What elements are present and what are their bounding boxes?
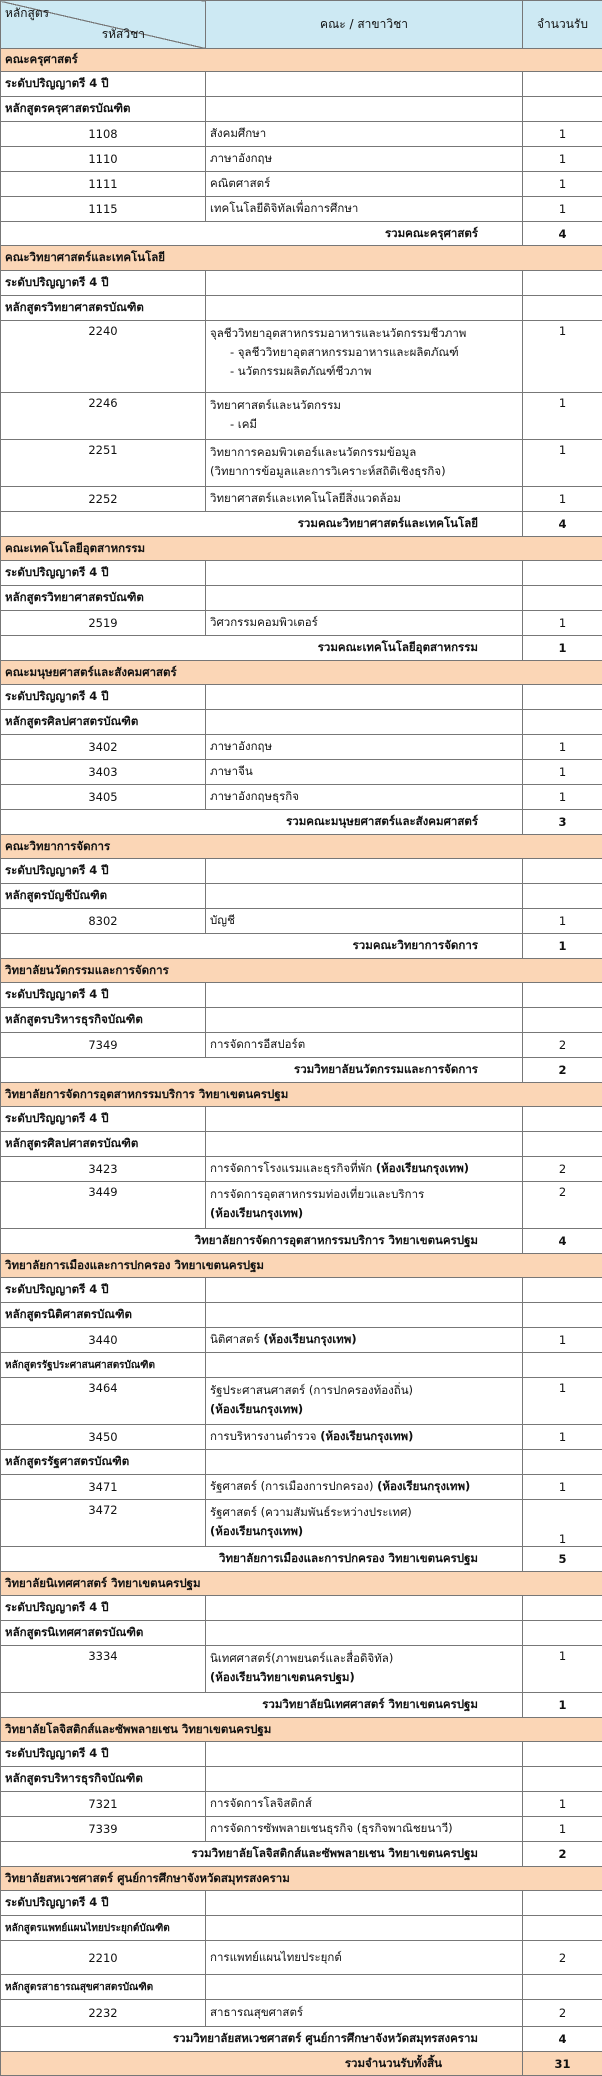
table-row: 3403 ภาษาจีน 1 xyxy=(1,760,602,785)
program-row: หลักสูตรบัญชีบัณฑิต xyxy=(1,884,602,909)
faculty-row: คณะวิทยาการจัดการ xyxy=(1,835,602,859)
table-row: 2240 จุลชีววิทยาอุตสาหกรรมอาหารและนวัตกรรมชีวภาพ - จุลชีววิทยาอุตสาหกรรมอาหารและผลิตภัณฑ์ - นวัตกรรมผลิตภัณฑ์ชีวภาพ 1 xyxy=(1,321,602,393)
table-row: 2519 วิศวกรรมคอมพิวเตอร์ 1 xyxy=(1,611,602,636)
table-header xyxy=(1,1,602,49)
total-row: รวมคณะวิทยาการจัดการ 1 xyxy=(1,934,602,959)
total-row: รวมคณะมนุษยศาสตร์และสังคมศาสตร์ 3 xyxy=(1,810,602,835)
table-row: 3405 ภาษาอังกฤษธุรกิจ 1 xyxy=(1,785,602,810)
program-row: หลักสูตรครุศาสตรบัณฑิต xyxy=(1,97,602,122)
faculty-row: วิทยาลัยโลจิสติกส์และซัพพลายเชน วิทยาเขตนครปฐม xyxy=(1,1718,602,1742)
level-row: ระดับปริญญาตรี 4 ปี xyxy=(1,685,602,710)
level-row: ระดับปริญญาตรี 4 ปี xyxy=(1,1742,602,1767)
program-row: หลักสูตรวิทยาศาสตรบัณฑิต xyxy=(1,586,602,611)
table-row: 2251 วิทยาการคอมพิวเตอร์และนวัตกรรมข้อมูล (วิทยาการข้อมูลและการวิเคราะห์สถิติเชิงธุรกิจ) 1 xyxy=(1,440,602,487)
table-row: 7339 การจัดการซัพพลายเชนธุรกิจ (ธุรกิจพาณิชยนาวี) 1 xyxy=(1,1817,602,1842)
level-row: ระดับปริญญาตรี 4 ปี xyxy=(1,983,602,1008)
table-row: 3440 นิติศาสตร์ (ห้องเรียนกรุงเทพ) 1 xyxy=(1,1328,602,1353)
program-row: หลักสูตรรัฐประศาสนศาสตรบัณฑิต xyxy=(1,1353,602,1378)
table-row: 3334 นิเทศศาสตร์(ภาพยนตร์และสื่อดิจิทัล) (ห้องเรียนวิทยาเขตนครปฐม) 1 xyxy=(1,1646,602,1693)
header-quota: จำนวนรับ xyxy=(523,1,602,49)
level-row: ระดับปริญญาตรี 4 ปี xyxy=(1,561,602,586)
program-row: หลักสูตรศิลปศาสตรบัณฑิต xyxy=(1,710,602,735)
level-row: ระดับปริญญาตรี 4 ปี xyxy=(1,271,602,296)
total-row: รวมคณะครุศาสตร์ 4 xyxy=(1,222,602,246)
total-row: รวมวิทยาลัยนิเทศศาสตร์ วิทยาเขตนครปฐม 1 xyxy=(1,1693,602,1718)
total-row: รวมคณะวิทยาศาสตร์และเทคโนโลยี 4 xyxy=(1,512,602,537)
level-row: ระดับปริญญาตรี 4 ปี xyxy=(1,72,602,97)
program-row: หลักสูตรบริหารธุรกิจบัณฑิต xyxy=(1,1767,602,1792)
level-row: ระดับปริญญาตรี 4 ปี xyxy=(1,1278,602,1303)
table-row: 7349 การจัดการอีสปอร์ต 2 xyxy=(1,1033,602,1058)
faculty-row: คณะครุศาสตร์ xyxy=(1,49,602,72)
header-diagonal-cell xyxy=(1,1,206,49)
table-row: 2210 การแพทย์แผนไทยประยุกต์ 2 xyxy=(1,1941,602,1975)
program-row: หลักสูตรบริหารธุรกิจบัณฑิต xyxy=(1,1008,602,1033)
faculty-row: วิทยาลัยนิเทศศาสตร์ วิทยาเขตนครปฐม xyxy=(1,1572,602,1596)
faculty-row: วิทยาลัยนวัตกรรมและการจัดการ xyxy=(1,959,602,983)
table-row: 8302 บัญชี 1 xyxy=(1,909,602,934)
table-row: 1110 ภาษาอังกฤษ 1 xyxy=(1,147,602,172)
table-row: 2232 สาธารณสุขศาสตร์ 2 xyxy=(1,2000,602,2027)
faculty-row: คณะเทคโนโลยีอุตสาหกรรม xyxy=(1,537,602,561)
header-faculty-major: คณะ / สาขาวิชา xyxy=(206,1,523,49)
table-row: 1115 เทคโนโลยีดิจิทัลเพื่อการศึกษา 1 xyxy=(1,197,602,222)
table-row: 7321 การจัดการโลจิสติกส์ 1 xyxy=(1,1792,602,1817)
program-row: หลักสูตรนิเทศศาสตรบัณฑิต xyxy=(1,1621,602,1646)
table-row: 3423 การจัดการโรงแรมและธุรกิจที่พัก (ห้องเรียนกรุงเทพ) 2 xyxy=(1,1157,602,1182)
program-row: หลักสูตรศิลปศาสตรบัณฑิต xyxy=(1,1132,602,1157)
level-row: ระดับปริญญาตรี 4 ปี xyxy=(1,1107,602,1132)
faculty-row: วิทยาลัยสหเวชศาสตร์ ศูนย์การศึกษาจังหวัดสมุทรสงคราม xyxy=(1,1867,602,1891)
table-row: 2252 วิทยาศาสตร์และเทคโนโลยีสิ่งแวดล้อม 1 xyxy=(1,487,602,512)
table-row: 1108 สังคมศึกษา 1 xyxy=(1,122,602,147)
faculty-row: วิทยาลัยการเมืองและการปกครอง วิทยาเขตนครปฐม xyxy=(1,1254,602,1278)
table-row: 3471 รัฐศาสตร์ (การเมืองการปกครอง) (ห้องเรียนกรุงเทพ) 1 xyxy=(1,1475,602,1500)
table-row: 3402 ภาษาอังกฤษ 1 xyxy=(1,735,602,760)
program-row: หลักสูตรนิติศาสตรบัณฑิต xyxy=(1,1303,602,1328)
faculty-row: คณะมนุษยศาสตร์และสังคมศาสตร์ xyxy=(1,661,602,685)
total-row: รวมวิทยาลัยโลจิสติกส์และซัพพลายเชน วิทยาเขตนครปฐม 2 xyxy=(1,1842,602,1867)
table-row: 3449 การจัดการอุตสาหกรรมท่องเที่ยวและบริการ (ห้องเรียนกรุงเทพ) 2 xyxy=(1,1182,602,1229)
table-row: 2246 วิทยาศาสตร์และนวัตกรรม - เคมี 1 xyxy=(1,393,602,440)
program-row: หลักสูตรรัฐศาสตรบัณฑิต xyxy=(1,1450,602,1475)
table-row: 3464 รัฐประศาสนศาสตร์ (การปกครองท้องถิ่น) (ห้องเรียนกรุงเทพ) 1 xyxy=(1,1378,602,1425)
program-row: หลักสูตรแพทย์แผนไทยประยุกต์บัณฑิต xyxy=(1,1916,602,1941)
total-row: รวมวิทยาลัยสหเวชศาสตร์ ศูนย์การศึกษาจังหวัดสมุทรสงคราม 4 xyxy=(1,2027,602,2052)
table-row: 3450 การบริหารงานตำรวจ (ห้องเรียนกรุงเทพ) 1 xyxy=(1,1425,602,1450)
header-curriculum: หลักสูตร xyxy=(5,4,49,23)
faculty-row: คณะวิทยาศาสตร์และเทคโนโลยี xyxy=(1,246,602,271)
program-row: หลักสูตรวิทยาศาสตรบัณฑิต xyxy=(1,296,602,321)
header-code: รหัสวิชา xyxy=(102,25,145,44)
grand-total-row: รวมจำนวนรับทั้งสิ้น 31 xyxy=(1,2052,602,2076)
program-row: หลักสูตรสาธารณสุขศาสตรบัณฑิต xyxy=(1,1975,602,2000)
total-row: รวมวิทยาลัยนวัตกรรมและการจัดการ 2 xyxy=(1,1058,602,1083)
total-row: รวมคณะเทคโนโลยีอุตสาหกรรม 1 xyxy=(1,636,602,661)
table-row: 1111 คณิตศาสตร์ 1 xyxy=(1,172,602,197)
level-row: ระดับปริญญาตรี 4 ปี xyxy=(1,1596,602,1621)
table-row: 3472 รัฐศาสตร์ (ความสัมพันธ์ระหว่างประเทศ) (ห้องเรียนกรุงเทพ) 1 xyxy=(1,1500,602,1547)
level-row: ระดับปริญญาตรี 4 ปี xyxy=(1,1891,602,1916)
faculty-row: วิทยาลัยการจัดการอุตสาหกรรมบริการ วิทยาเขตนครปฐม xyxy=(1,1083,602,1107)
level-row: ระดับปริญญาตรี 4 ปี xyxy=(1,859,602,884)
total-row: วิทยาลัยการเมืองและการปกครอง วิทยาเขตนครปฐม 5 xyxy=(1,1547,602,1572)
total-row: วิทยาลัยการจัดการอุตสาหกรรมบริการ วิทยาเขตนครปฐม 4 xyxy=(1,1229,602,1254)
